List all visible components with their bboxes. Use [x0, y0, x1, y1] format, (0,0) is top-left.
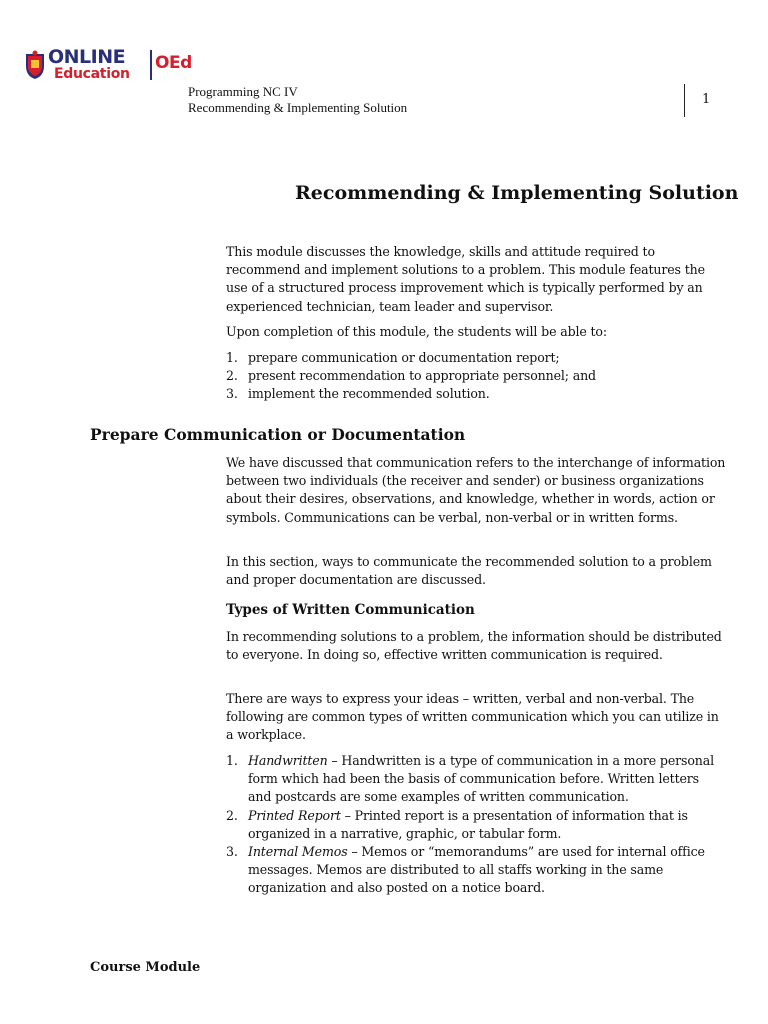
list-item [226, 752, 726, 807]
list-item [226, 385, 726, 403]
footer-label: Course Module [90, 960, 201, 975]
list-number: 3. [226, 844, 238, 860]
list-number: 1. [226, 350, 238, 365]
header-course: Programming NC IV [188, 84, 298, 99]
header-topic: Recommending & Implementing Solution [188, 100, 408, 115]
objectives-list [226, 349, 726, 404]
list-number: 1. [226, 753, 238, 768]
subsection-heading: Types of Written Communication [226, 602, 475, 618]
section-heading: Prepare Communication or Documentation [90, 425, 466, 444]
crest-icon [24, 50, 46, 80]
list-term: Internal Memos [248, 844, 348, 860]
list-item [226, 367, 726, 385]
list-number: 2. [226, 368, 238, 384]
list-text: prepare communication or documentation report; [248, 350, 560, 365]
list-text: – Printed report is a presentation of information that is organized in a narrative, graphic, or tabular form. [248, 807, 688, 841]
list-text: – Handwritten is a type of communication in a more personal form which had been the basis of communication before. Written letters and postcards are some examples of written communication. [248, 753, 714, 805]
intro-paragraph: This module discusses the knowledge, skills and attitude required to recommend and implement solutions to a problem. This module features the use of a structured process improvement which is typically performed by an experienced technician, team leader and supervisor. [226, 244, 705, 314]
written-types-list [226, 752, 726, 898]
list-text: implement the recommended solution. [248, 386, 490, 402]
section-paragraph-1: We have discussed that communication refers to the interchange of information between two individuals (the receiver and sender) or business organizations about their desires, observations, and knowledge, whether in words, action or symbols. Communications can be verbal, non-verbal or in written forms. [226, 455, 726, 525]
logo-word-online: ONLINE [48, 46, 126, 68]
list-number: 3. [226, 386, 238, 402]
list-term: Printed Report [248, 807, 341, 823]
section-paragraph-3: In recommending solutions to a problem, the information should be distributed to everyone. In doing so, effective written communication is required. [226, 629, 722, 663]
list-item [226, 349, 726, 367]
logo [24, 46, 192, 86]
list-term: Handwritten [248, 753, 328, 768]
section-paragraph-2: In this section, ways to communicate the recommended solution to a problem and proper documentation are discussed. [226, 554, 712, 588]
list-number: 2. [226, 807, 238, 823]
logo-word-oed: OEd [155, 53, 192, 73]
objectives-lead: Upon completion of this module, the students will be able to: [226, 324, 607, 339]
list-item [226, 807, 726, 843]
logo-word-education: Education [54, 66, 130, 82]
list-text: – Memos or “memorandums” are used for internal office messages. Memos are distributed to all staffs working in the same organization and also posted on a notice board. [248, 844, 705, 896]
list-item [226, 843, 726, 898]
page-number: 1 [702, 92, 711, 107]
list-text: present recommendation to appropriate personnel; and [248, 368, 596, 384]
page-title: Recommending & Implementing Solution [295, 182, 739, 204]
header-divider [684, 84, 685, 117]
logo-divider [150, 50, 152, 80]
section-paragraph-4: There are ways to express your ideas – written, verbal and non-verbal. The following are common types of written communication which you can utilize in a workplace. [226, 691, 719, 743]
